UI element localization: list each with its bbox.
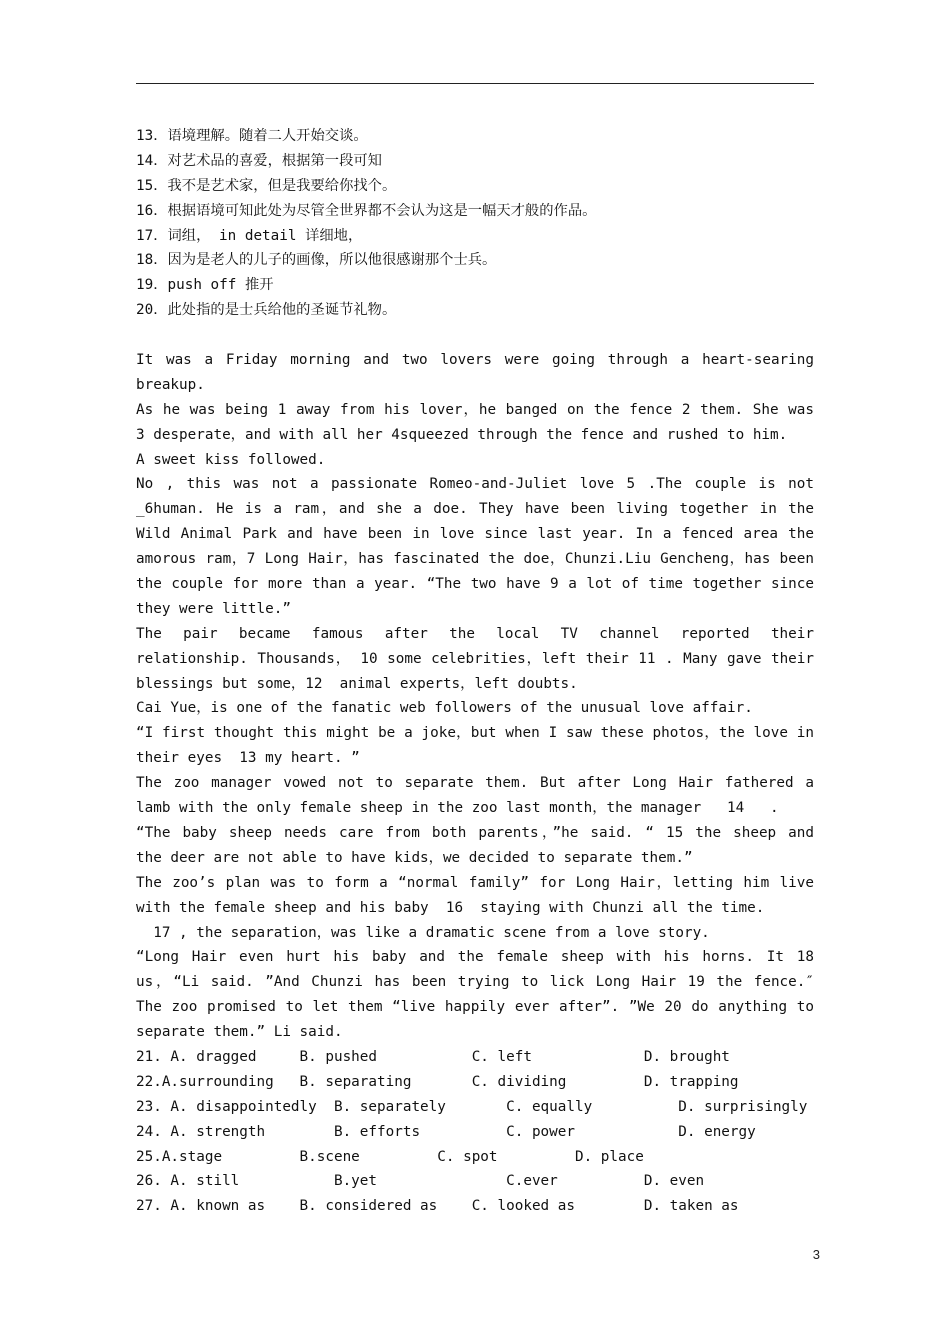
passage-line: Cai Yue，is one of the fanatic web followers of the unusual love affair. xyxy=(136,700,753,717)
passage-line: _6human. He is a ram，and she a doe. They have been living together in the xyxy=(136,501,814,518)
passage-line: blessings but some，12 animal experts，left doubts. xyxy=(136,675,578,692)
passage-line: they were little.” xyxy=(136,600,291,617)
page-number: 3 xyxy=(812,1247,820,1262)
passage-line: Wild Animal Park and have been in love since last year. In a fenced area the xyxy=(136,526,814,543)
note-line: 18．因为是老人的儿子的画像，所以他很感谢那个士兵。 xyxy=(136,252,497,269)
option-line: 21. A. dragged B. pushed C. left D. brought xyxy=(136,1048,730,1065)
header-rule xyxy=(136,83,814,84)
passage-line: breakup. xyxy=(136,376,205,393)
option-line: 25.A.stage B.scene C. spot D. place xyxy=(136,1148,644,1165)
answer-options xyxy=(136,1045,814,1219)
passage-line: amorous ram，7 Long Hair，has fascinated the doe，Chunzi.Liu Gencheng，has been xyxy=(136,551,814,568)
note-line: 19．push off 推开 xyxy=(136,277,274,294)
passage-line: lamb with the only female sheep in the zoo last month，the manager 14 . xyxy=(136,800,779,817)
passage-line: It was a Friday morning and two lovers were going through a heart-searing xyxy=(136,352,814,369)
passage-line: A sweet kiss followed. xyxy=(136,451,326,468)
page-content xyxy=(136,124,814,1219)
passage-line: The pair became famous after the local TV channel reported their xyxy=(136,625,814,642)
option-line: 26. A. still B.yet C.ever D. even xyxy=(136,1173,705,1190)
note-line: 15．我不是艺术家，但是我要给你找个。 xyxy=(136,177,397,194)
notes-section xyxy=(136,124,814,323)
passage-line: “I first thought this might be a joke，but when I saw these photos，the love in xyxy=(136,725,814,742)
cloze-passage xyxy=(136,348,814,1045)
section-gap xyxy=(136,323,814,348)
passage-line: No , this was not a passionate Romeo-and-Juliet love 5 .The couple is not xyxy=(136,476,814,493)
passage-line: The zoo promised to let them “live happily ever after”. ”We 20 do anything to xyxy=(136,999,814,1016)
passage-line: As he was being 1 away from his lover，he banged on the fence 2 them. She was xyxy=(136,401,814,418)
passage-line: separate them.” Li said. xyxy=(136,1024,343,1041)
option-line: 22.A.surrounding B. separating C. dividing D. trapping xyxy=(136,1073,739,1090)
passage-line: the deer are not able to have kids，we decided to separate them.” xyxy=(136,849,693,866)
note-line: 17．词组， in detail 详细地， xyxy=(136,227,363,244)
passage-line: The zoo’s plan was to form a “normal family” for Long Hair，letting him live xyxy=(136,874,814,891)
passage-line: with the female sheep and his baby 16 staying with Chunzi all the time. xyxy=(136,899,765,916)
passage-line: the couple for more than a year. “The two have 9 a lot of time together since xyxy=(136,576,814,593)
passage-line: their eyes 13 my heart. ” xyxy=(136,750,360,767)
note-line: 20．此处指的是士兵给他的圣诞节礼物。 xyxy=(136,302,397,319)
passage-line: 17 , the separation，was like a dramatic scene from a love story. xyxy=(136,924,710,941)
note-line: 14．对艺术品的喜爱，根据第一段可知 xyxy=(136,152,382,169)
option-line: 27. A. known as B. considered as C. looked as D. taken as xyxy=(136,1198,739,1215)
passage-line: us，“Li said. ”And Chunzi has been trying to lick Long Hair 19 the fence.″ xyxy=(136,974,814,991)
note-line: 16．根据语境可知此处为尽管全世界都不会认为这是一幅天才般的作品。 xyxy=(136,202,597,219)
passage-line: relationship. Thousands， 10 some celebrities，left their 11 . Many gave their xyxy=(136,650,814,667)
passage-line: “The baby sheep needs care from both parents，”he said. “ 15 the sheep and xyxy=(136,824,814,841)
option-line: 23. A. disappointedly B. separately C. equally D. surprisingly xyxy=(136,1098,808,1115)
note-line: 13．语境理解。随着二人开始交谈。 xyxy=(136,128,368,144)
passage-line: “Long Hair even hurt his baby and the female sheep with his horns. It 18 xyxy=(136,949,814,966)
option-line: 24. A. strength B. efforts C. power D. energy xyxy=(136,1123,756,1140)
passage-line: 3 desperate，and with all her 4squeezed through the fence and rushed to him. xyxy=(136,426,788,443)
passage-line: The zoo manager vowed not to separate them. But after Long Hair fathered a xyxy=(136,775,814,792)
